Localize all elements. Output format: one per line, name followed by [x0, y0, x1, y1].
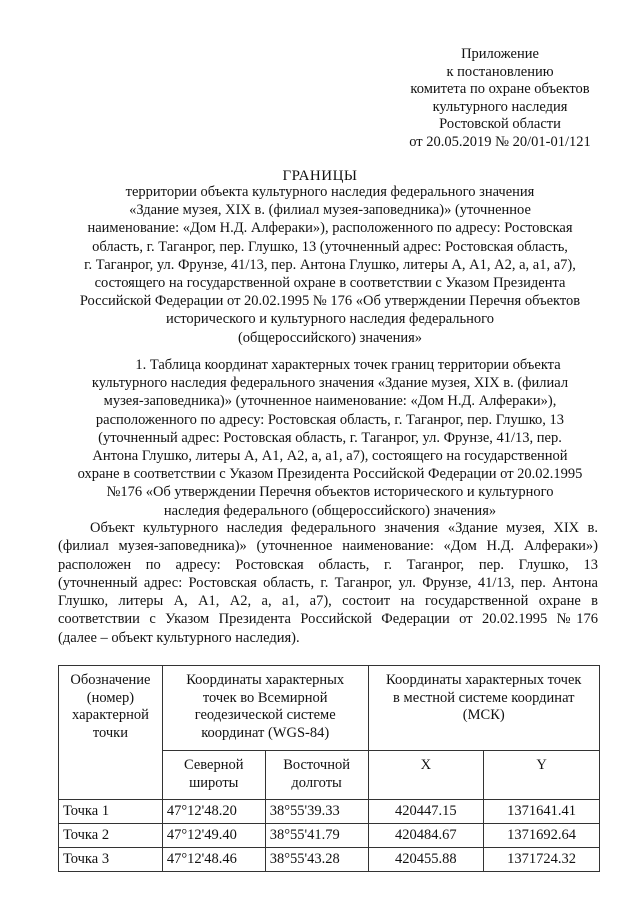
point-y: 1371724.32 — [484, 848, 600, 872]
point-x: 420455.88 — [368, 848, 484, 872]
header-designation: Обозначение (номер) характерной точки — [59, 666, 163, 800]
point-y: 1371692.64 — [484, 824, 600, 848]
section-line: наследия федерального (общероссийского) значения» — [163, 502, 497, 519]
section-line: музея-заповедника)» (уточненное наименование: «Дом Н.Д. Алфераки»), — [103, 393, 557, 410]
header-wgs: Координаты характерных точек во Всемирной геодезической системе координат (WGS-84) — [162, 666, 368, 751]
section-line: (уточненный адрес: Ростовская область, г. Таганрог, ул. Фрунзе, 41/13, пер. — [98, 429, 562, 446]
subtitle-line: состоящего на государственной охране в соответствии с Указом Президента — [94, 275, 566, 292]
paragraph-line: Глушко, литеры А, А1, А2, а, а1, а7), состоит на государственной охране в — [58, 593, 598, 610]
appendix-line: комитета по охране объектов — [410, 81, 590, 97]
appendix-line: Ростовской области — [439, 116, 561, 132]
header-lon: Восточной долготы — [265, 751, 368, 800]
section-heading — [40, 356, 620, 520]
paragraph-line: соответствии с Указом Президента Российской Федерации от 20.02.1995 №176 — [58, 611, 598, 628]
point-lat: 47°12'48.20 — [162, 800, 265, 824]
object-description — [58, 519, 598, 647]
point-name: Точка 3 — [59, 848, 163, 872]
header-msk: Координаты характерных точек в местной системе координат (МСК) — [368, 666, 599, 751]
appendix-line: Приложение — [461, 46, 539, 62]
appendix-line: культурного наследия — [432, 98, 568, 115]
point-name: Точка 2 — [59, 824, 163, 848]
paragraph-line: (далее – объект культурного наследия). — [58, 629, 300, 646]
point-x: 420447.15 — [368, 800, 484, 824]
document-title: ГРАНИЦЫ — [282, 168, 358, 184]
point-lon: 38°55'39.33 — [265, 800, 368, 824]
header-lat: Северной широты — [162, 751, 265, 800]
subtitle-line: Российской Федерации от 20.02.1995 № 176 «Об утверждении Перечня объектов — [79, 293, 581, 310]
header-y: Y — [484, 751, 600, 800]
section-line: 1. Таблица координат характерных точек границ территории объекта — [135, 357, 561, 373]
section-line: охране в соответствии с Указом Президента Российской Федерации от 20.02.1995 — [77, 466, 583, 483]
appendix-block — [380, 46, 620, 151]
section-line: №176 «Об утверждении Перечня объектов исторического и культурного — [106, 484, 554, 501]
section-line: культурного наследия федерального значения «Здание музея, XIX в. (филиал — [91, 375, 569, 392]
paragraph-line: расположен по адресу: Ростовская область, г. Таганрог, пер. Глушко, 13 — [58, 556, 598, 573]
section-line: расположенного по адресу: Ростовская область, г. Таганрог, пер. Глушко, 13 — [95, 411, 565, 428]
subtitle-line: г. Таганрог, ул. Фрунзе, 41/13, пер. Антона Глушко, литеры А, А1, А2, а, а1, а7), — [84, 256, 576, 273]
appendix-line: от 20.05.2019 № 20/01-01/121 — [409, 133, 591, 150]
paragraph-line: Объект культурного наследия федерального значения «Здание музея, XIX в. — [90, 520, 598, 536]
point-lat: 47°12'48.46 — [162, 848, 265, 872]
subtitle-line: «Здание музея, XIX в. (филиал музея-заповедника)» (уточненное — [129, 202, 531, 219]
subtitle-line: наименование: «Дом Н.Д. Алфераки»), расположенного по адресу: Ростовская — [87, 220, 573, 237]
table-row — [59, 800, 600, 824]
point-lat: 47°12'49.40 — [162, 824, 265, 848]
appendix-line: к постановлению — [446, 63, 554, 80]
subtitle-line: область, г. Таганрог, пер. Глушко, 13 (уточненный адрес: Ростовская область, — [92, 238, 568, 255]
section-line: Антона Глушко, литеры А, А1, А2, а, а1, а7), состоящего на государственной — [92, 448, 568, 465]
document-subtitle — [40, 183, 620, 347]
table-row — [59, 848, 600, 872]
coordinates-table — [58, 665, 600, 872]
subtitle-line: территории объекта культурного наследия федерального значения — [125, 184, 535, 200]
subtitle-line: исторического и культурного наследия федерального — [166, 311, 494, 328]
subtitle-line: (общероссийского) значения» — [237, 329, 423, 346]
point-x: 420484.67 — [368, 824, 484, 848]
point-y: 1371641.41 — [484, 800, 600, 824]
table-row — [59, 824, 600, 848]
paragraph-line: (филиал музея-заповедника)» (уточненное наименование: «Дом Н.Д. Алфераки») — [58, 538, 598, 555]
paragraph-line: (уточненный адрес: Ростовская область, г. Таганрог, ул. Фрунзе, 41/13, пер. Антона — [58, 574, 598, 591]
point-name: Точка 1 — [59, 800, 163, 824]
point-lon: 38°55'41.79 — [265, 824, 368, 848]
point-lon: 38°55'43.28 — [265, 848, 368, 872]
header-x: X — [368, 751, 484, 800]
